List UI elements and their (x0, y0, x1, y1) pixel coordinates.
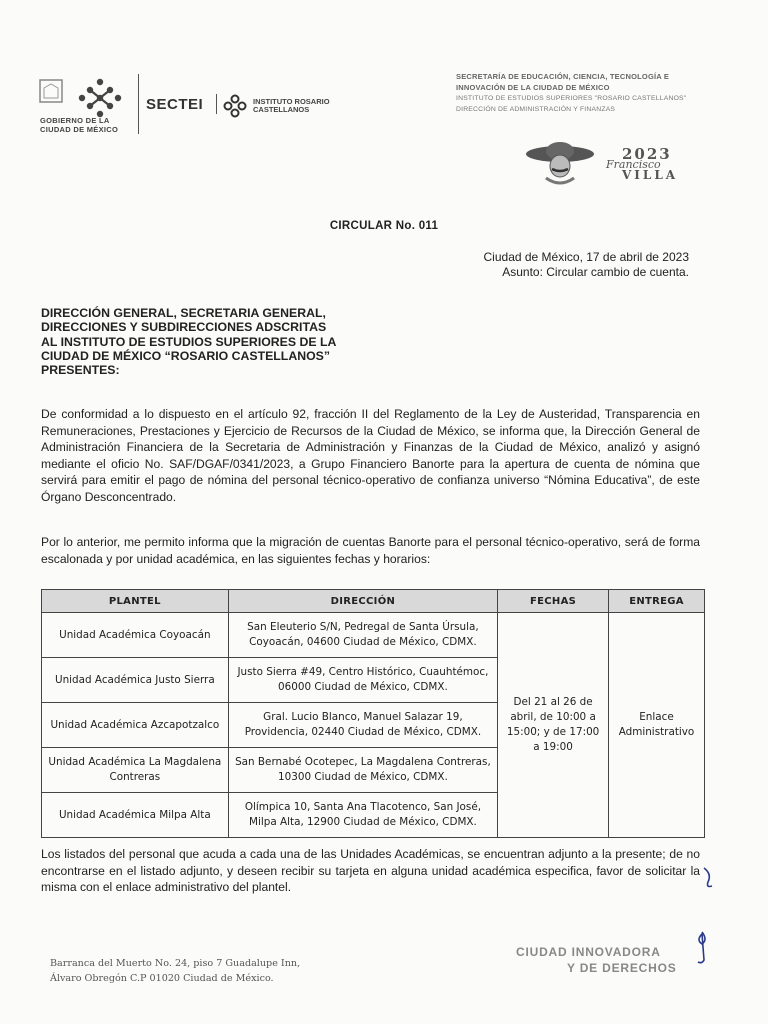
plantel-cell: Unidad Académica La Magdalena Contreras (42, 748, 229, 793)
table-header-row (42, 590, 705, 613)
secretaria-line1: SECRETARÍA DE EDUCACIÓN, CIENCIA, TECNOLOGÍA E (456, 72, 670, 81)
direccion-cell: Justo Sierra #49, Centro Histórico, Cuauhtémoc, 06000 Ciudad de México, CDMX. (228, 658, 497, 703)
institute-logo-icon (223, 94, 247, 118)
handwritten-initial (692, 930, 712, 966)
plantel-cell: Unidad Académica Milpa Alta (42, 793, 229, 838)
schedule-table (41, 589, 705, 838)
addressee-block (41, 306, 336, 377)
body-paragraph-1: De conformidad a lo dispuesto en el artículo 92, fracción II del Reglamento de la Ley de Austeridad, Transparencia en Remuneraciones, Prestaciones y Ejercicio de Recursos de la Ciudad de México, se informa que, la Dirección General de Administración Financiera de la Secretaria de Administración y Finanzas de la Ciudad de México, analizó y asignó mediante el oficio No. SAF/DGAF/0341/2023, a Grupo Financiero Banorte para la apertura de cuenta de nómina que servirá para emitir el pago de nómina del personal técnico-operativo de confianza universo “Nómina Educativa”, de este Órgano Desconcentrado. (41, 407, 700, 504)
plantel-cell: Unidad Académica Justo Sierra (42, 658, 229, 703)
villa-surname: VILLA (622, 168, 679, 182)
direccion-cell: San Eleuterio S/N, Pedregal de Santa Úrsula, Coyoacán, 04600 Ciudad de México, CDMX. (228, 613, 497, 658)
villa-name: Francisco (606, 158, 661, 171)
gov-logo-line1: GOBIERNO DE LA (40, 116, 110, 125)
footer-slogan (516, 944, 677, 976)
header-plantel: PLANTEL (42, 590, 229, 613)
sectei-logo: SECTEI (146, 96, 204, 113)
date-block (484, 250, 689, 280)
logo-divider-2 (216, 94, 217, 114)
addressee-line: DIRECCIONES Y SUBDIRECCIONES ADSCRITAS (41, 320, 327, 335)
institute-logo-text (253, 98, 330, 114)
institute-logo-line1: INSTITUTO ROSARIO (253, 97, 330, 106)
direccion-cell: San Bernabé Ocotepec, La Magdalena Contreras, 10300 Ciudad de México, CDMX. (228, 748, 497, 793)
addressee-line: PRESENTES: (41, 363, 120, 378)
footer-slogan-line2: Y DE DERECHOS (567, 961, 677, 975)
body-paragraph-2: Por lo anterior, me permito informa que la migración de cuentas Banorte para el personal técnico-operativo, será de forma escalonada y por unidad académica, en las siguientes fechas y horarios: (41, 535, 700, 566)
secretaria-line2: INNOVACIÓN DE LA CIUDAD DE MÉXICO (456, 83, 610, 92)
table-row (42, 613, 705, 658)
body-paragraph-3: Los listados del personal que acuda a cada una de las Unidades Académicas, se encuentran adjunto a la presente; de no encontrarse en el listado adjunto, y deseen recibir su tarjeta en alguna unidad académica especifica, favor de solicitar la misma con el enlace administrativo del plantel. (41, 847, 700, 895)
handwritten-mark (700, 864, 718, 892)
direccion-line: DIRECCIÓN DE ADMINISTRACIÓN Y FINANZAS (456, 106, 616, 113)
header-fechas: FECHAS (498, 590, 609, 613)
instituto-line: INSTITUTO DE ESTUDIOS SUPERIORES "ROSARIO CASTELLANOS" (456, 95, 687, 102)
header-direccion: DIRECCIÓN (228, 590, 497, 613)
date-line: Ciudad de México, 17 de abril de 2023 (483, 250, 689, 264)
direccion-cell: Olímpica 10, Santa Ana Tlacotenco, San José, Milpa Alta, 12900 Ciudad de México, CDMX. (228, 793, 497, 838)
villa-year: 2023 (622, 145, 672, 163)
footer-address-line2: Álvaro Obregón C.P 01020 Ciudad de México. (50, 973, 274, 984)
footer-address-line1: Barranca del Muerto No. 24, piso 7 Guadalupe Inn, (50, 958, 301, 969)
addressee-line: AL INSTITUTO DE ESTUDIOS SUPERIORES DE LA (41, 334, 337, 349)
plantel-cell: Unidad Académica Coyoacán (42, 613, 229, 658)
header-entrega: ENTREGA (609, 590, 705, 613)
logo-divider (138, 74, 139, 134)
fechas-cell: Del 21 al 26 de abril, de 10:00 a 15:00; y de 17:00 a 19:00 (498, 613, 609, 838)
footer-address (50, 956, 300, 986)
institute-logo-line2: CASTELLANOS (253, 105, 310, 114)
circular-number: CIRCULAR No. 011 (329, 220, 439, 232)
addressee-line: DIRECCIÓN GENERAL, SECRETARIA GENERAL, (41, 306, 326, 320)
subject-line: Asunto: Circular cambio de cuenta. (502, 265, 689, 279)
footer-slogan-line1: CIUDAD INNOVADORA (516, 945, 661, 959)
plantel-cell: Unidad Académica Azcapotzalco (42, 703, 229, 748)
addressee-line: CIUDAD DE MÉXICO “ROSARIO CASTELLANOS” (41, 348, 330, 363)
gov-logo-text (40, 116, 118, 134)
direccion-cell: Gral. Lucio Blanco, Manuel Salazar 19, Providencia, 02440 Ciudad de México, CDMX. (228, 703, 497, 748)
gov-logo-line2: CIUDAD DE MÉXICO (40, 125, 119, 134)
entrega-cell: Enlace Administrativo (609, 613, 705, 838)
header-institution-lines (456, 71, 746, 115)
